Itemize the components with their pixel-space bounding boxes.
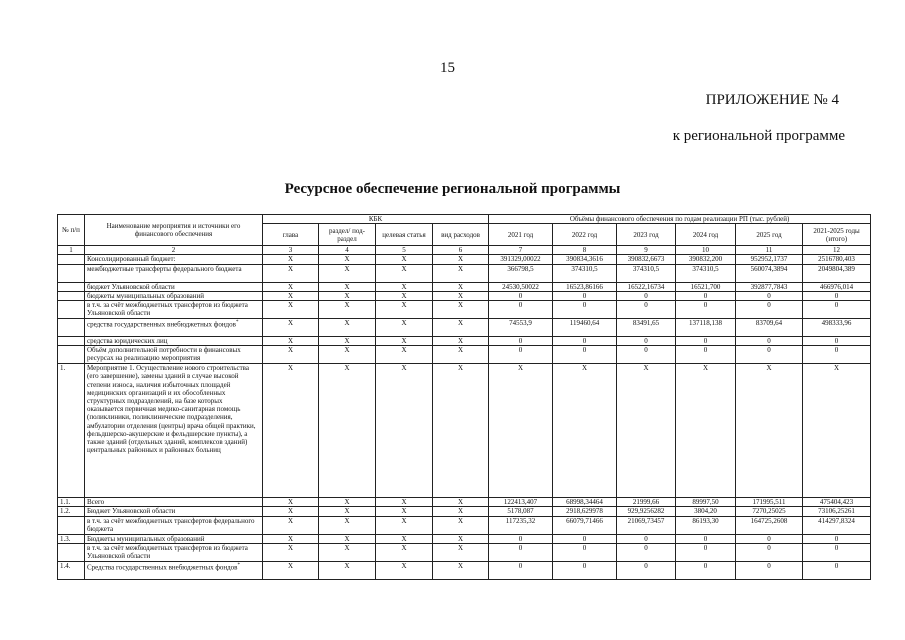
value-cell: 0 xyxy=(489,337,553,346)
column-number: 8 xyxy=(553,246,617,255)
kbk-cell: X xyxy=(376,282,433,291)
column-number: 3 xyxy=(263,246,319,255)
kbk-cell: X xyxy=(433,561,489,579)
row-number: 1.3. xyxy=(58,534,85,543)
column-number: 2 xyxy=(85,246,263,255)
value-cell: 0 xyxy=(617,291,676,300)
table-row xyxy=(58,498,871,507)
row-name-cell xyxy=(85,507,263,516)
table-row xyxy=(58,561,871,579)
value-cell: 2049804,389 xyxy=(803,264,871,282)
row-number xyxy=(58,346,85,364)
row-name-cell xyxy=(85,561,263,579)
value-cell: 0 xyxy=(553,301,617,319)
program-reference: к региональной программе xyxy=(672,128,845,144)
kbk-cell: X xyxy=(319,291,376,300)
kbk-cell: X xyxy=(319,346,376,364)
kbk-cell: X xyxy=(433,364,489,498)
row-number xyxy=(58,264,85,282)
value-cell: 374310,5 xyxy=(617,264,676,282)
kbk-cell: X xyxy=(376,291,433,300)
kbk-cell: X xyxy=(319,364,376,498)
row-number xyxy=(58,301,85,319)
value-cell: 0 xyxy=(553,291,617,300)
header-sub: 2023 год xyxy=(617,224,676,246)
row-name: в т.ч. за счёт межбюджетных трансфертов из бюджета Ульяновской области xyxy=(87,543,248,561)
page-number: 15 xyxy=(440,60,455,76)
value-cell: 5178,087 xyxy=(489,507,553,516)
header-sub: 2024 год xyxy=(676,224,736,246)
kbk-cell: X xyxy=(376,543,433,561)
row-name: бюджет Ульяновской области xyxy=(87,282,175,291)
row-number xyxy=(58,319,85,337)
column-number: 1 xyxy=(58,246,85,255)
header-sub: глава xyxy=(263,224,319,246)
value-cell: 122413,407 xyxy=(489,498,553,507)
kbk-cell: X xyxy=(263,282,319,291)
kbk-cell: X xyxy=(376,507,433,516)
value-cell: 0 xyxy=(489,534,553,543)
kbk-cell: X xyxy=(263,516,319,534)
value-cell: 21999,66 xyxy=(617,498,676,507)
value-cell: 24530,50022 xyxy=(489,282,553,291)
table-row xyxy=(58,291,871,300)
kbk-cell: X xyxy=(433,498,489,507)
value-cell: 0 xyxy=(803,543,871,561)
value-cell: 0 xyxy=(553,543,617,561)
value-cell: 475404,423 xyxy=(803,498,871,507)
header-sub: раздел/ под-раздел xyxy=(319,224,376,246)
kbk-cell: X xyxy=(263,291,319,300)
value-cell: X xyxy=(736,364,803,498)
kbk-cell: X xyxy=(319,282,376,291)
row-name-cell xyxy=(85,319,263,337)
value-cell: 89997,50 xyxy=(676,498,736,507)
value-cell: 0 xyxy=(617,337,676,346)
kbk-cell: X xyxy=(376,264,433,282)
column-number: 7 xyxy=(489,246,553,255)
kbk-cell: X xyxy=(263,543,319,561)
value-cell: 929,9256282 xyxy=(617,507,676,516)
row-name-cell xyxy=(85,337,263,346)
value-cell: 952952,1737 xyxy=(736,255,803,264)
value-cell: 0 xyxy=(803,301,871,319)
value-cell: 0 xyxy=(736,346,803,364)
kbk-cell: X xyxy=(433,255,489,264)
value-cell: 0 xyxy=(736,534,803,543)
row-name: средства государственных внебюджетных фондов xyxy=(87,320,236,329)
value-cell: 0 xyxy=(617,561,676,579)
row-name: Консолидированный бюджет: xyxy=(87,255,176,264)
value-cell: 0 xyxy=(803,534,871,543)
value-cell: 83709,64 xyxy=(736,319,803,337)
row-number: 1.2. xyxy=(58,507,85,516)
appendix-heading: ПРИЛОЖЕНИЕ № 4 xyxy=(705,92,839,108)
kbk-cell: X xyxy=(263,337,319,346)
row-name-cell xyxy=(85,543,263,561)
value-cell: 21069,73457 xyxy=(617,516,676,534)
table-row xyxy=(58,534,871,543)
kbk-cell: X xyxy=(319,264,376,282)
value-cell: X xyxy=(676,364,736,498)
value-cell: 0 xyxy=(736,301,803,319)
kbk-cell: X xyxy=(263,498,319,507)
value-cell: 16522,16734 xyxy=(617,282,676,291)
value-cell: 73106,25261 xyxy=(803,507,871,516)
footnote-mark: * xyxy=(237,562,240,568)
header-sub: целевая статья xyxy=(376,224,433,246)
header-sub: 2022 год xyxy=(553,224,617,246)
table-row xyxy=(58,337,871,346)
value-cell: 0 xyxy=(676,561,736,579)
document-title: Ресурсное обеспечение региональной программы xyxy=(284,181,621,197)
header-num: № п/п xyxy=(58,215,85,246)
header-sub: вид расходов xyxy=(433,224,489,246)
row-name-cell xyxy=(85,498,263,507)
kbk-cell: X xyxy=(433,301,489,319)
value-cell: 0 xyxy=(553,337,617,346)
row-number: 1. xyxy=(58,364,85,498)
table-row xyxy=(58,507,871,516)
kbk-cell: X xyxy=(376,534,433,543)
kbk-cell: X xyxy=(263,507,319,516)
kbk-cell: X xyxy=(433,319,489,337)
kbk-cell: X xyxy=(433,337,489,346)
kbk-cell: X xyxy=(376,255,433,264)
table-row xyxy=(58,364,871,498)
value-cell: 0 xyxy=(676,543,736,561)
kbk-cell: X xyxy=(263,534,319,543)
table-row xyxy=(58,301,871,319)
kbk-cell: X xyxy=(263,301,319,319)
value-cell: 0 xyxy=(617,346,676,364)
value-cell: X xyxy=(617,364,676,498)
value-cell: X xyxy=(489,364,553,498)
kbk-cell: X xyxy=(433,291,489,300)
value-cell: 74553,9 xyxy=(489,319,553,337)
kbk-cell: X xyxy=(376,498,433,507)
kbk-cell: X xyxy=(263,346,319,364)
value-cell: 0 xyxy=(676,291,736,300)
kbk-cell: X xyxy=(433,543,489,561)
value-cell: 0 xyxy=(803,346,871,364)
row-number: 1.1. xyxy=(58,498,85,507)
value-cell: 0 xyxy=(489,301,553,319)
table-row xyxy=(58,255,871,264)
row-number xyxy=(58,291,85,300)
value-cell: 0 xyxy=(489,543,553,561)
column-number: 5 xyxy=(376,246,433,255)
column-number: 9 xyxy=(617,246,676,255)
header-sub: 2021-2025 годы (итого) xyxy=(803,224,871,246)
kbk-cell: X xyxy=(376,516,433,534)
table-row xyxy=(58,543,871,561)
row-name: бюджеты муниципальных образований xyxy=(87,291,205,300)
value-cell: 0 xyxy=(489,561,553,579)
row-name: средства юридических лиц xyxy=(87,337,168,346)
value-cell: 68998,34464 xyxy=(553,498,617,507)
kbk-cell: X xyxy=(263,319,319,337)
table-row xyxy=(58,319,871,337)
row-name-cell xyxy=(85,282,263,291)
header-sub: 2021 год xyxy=(489,224,553,246)
value-cell: 414297,8324 xyxy=(803,516,871,534)
kbk-cell: X xyxy=(319,319,376,337)
value-cell: X xyxy=(803,364,871,498)
kbk-cell: X xyxy=(433,507,489,516)
kbk-cell: X xyxy=(263,364,319,498)
kbk-cell: X xyxy=(319,301,376,319)
value-cell: 0 xyxy=(736,561,803,579)
value-cell: 16523,86166 xyxy=(553,282,617,291)
row-name: межбюджетные трансферты федерального бюджета xyxy=(87,264,242,273)
value-cell: 390832,200 xyxy=(676,255,736,264)
kbk-cell: X xyxy=(319,498,376,507)
value-cell: 466976,014 xyxy=(803,282,871,291)
kbk-cell: X xyxy=(319,255,376,264)
value-cell: 366798,5 xyxy=(489,264,553,282)
value-cell: 0 xyxy=(617,534,676,543)
value-cell: 498333,96 xyxy=(803,319,871,337)
kbk-cell: X xyxy=(433,534,489,543)
value-cell: 137118,138 xyxy=(676,319,736,337)
row-name: в т.ч. за счёт межбюджетных трансфертов из бюджета Ульяновской области xyxy=(87,301,248,318)
value-cell: 119460,64 xyxy=(553,319,617,337)
row-name: Объём дополнительной потребности в финансовых ресурсах на реализацию мероприятия xyxy=(87,346,241,363)
value-cell: 0 xyxy=(736,291,803,300)
row-name-cell xyxy=(85,346,263,364)
kbk-cell: X xyxy=(433,516,489,534)
value-cell: 0 xyxy=(489,346,553,364)
value-cell: 0 xyxy=(803,337,871,346)
value-cell: 0 xyxy=(617,301,676,319)
value-cell: 374310,5 xyxy=(553,264,617,282)
kbk-cell: X xyxy=(263,264,319,282)
column-number: 12 xyxy=(803,246,871,255)
value-cell: 0 xyxy=(676,337,736,346)
value-cell: 7270,25025 xyxy=(736,507,803,516)
value-cell: 0 xyxy=(676,534,736,543)
value-cell: 83491,65 xyxy=(617,319,676,337)
value-cell: 390834,3616 xyxy=(553,255,617,264)
value-cell: 560074,3894 xyxy=(736,264,803,282)
table-row xyxy=(58,516,871,534)
kbk-cell: X xyxy=(319,561,376,579)
value-cell: 66079,71466 xyxy=(553,516,617,534)
row-name-cell xyxy=(85,516,263,534)
table-row xyxy=(58,264,871,282)
row-name-cell xyxy=(85,301,263,319)
row-name: Бюджеты муниципальных образований xyxy=(87,534,205,543)
value-cell: 2918,629978 xyxy=(553,507,617,516)
row-number xyxy=(58,337,85,346)
row-name-cell xyxy=(85,264,263,282)
value-cell: 0 xyxy=(553,561,617,579)
value-cell: 0 xyxy=(736,337,803,346)
kbk-cell: X xyxy=(433,264,489,282)
value-cell: 0 xyxy=(803,561,871,579)
row-name: Средства государственных внебюджетных фондов xyxy=(87,563,238,572)
value-cell: 0 xyxy=(489,291,553,300)
value-cell: 390832,6673 xyxy=(617,255,676,264)
row-name: в т.ч. за счёт межбюджетных трансфертов федерального бюджета xyxy=(87,516,255,533)
kbk-cell: X xyxy=(376,319,433,337)
row-number xyxy=(58,255,85,264)
row-number xyxy=(58,543,85,561)
header-volumes: Объёмы финансового обеспечения по годам реализации РП (тыс. рублей) xyxy=(489,215,871,224)
kbk-cell: X xyxy=(376,364,433,498)
kbk-cell: X xyxy=(376,337,433,346)
value-cell: 3804,20 xyxy=(676,507,736,516)
kbk-cell: X xyxy=(263,561,319,579)
column-number: 10 xyxy=(676,246,736,255)
value-cell: 0 xyxy=(803,291,871,300)
header-sub: 2025 год xyxy=(736,224,803,246)
kbk-cell: X xyxy=(319,534,376,543)
row-number: 1.4. xyxy=(58,561,85,579)
value-cell: X xyxy=(553,364,617,498)
value-cell: 0 xyxy=(617,543,676,561)
value-cell: 0 xyxy=(736,543,803,561)
kbk-cell: X xyxy=(376,561,433,579)
column-number: 11 xyxy=(736,246,803,255)
row-name-cell xyxy=(85,364,263,498)
value-cell: 117235,32 xyxy=(489,516,553,534)
value-cell: 374310,5 xyxy=(676,264,736,282)
value-cell: 86193,30 xyxy=(676,516,736,534)
row-name: Бюджет Ульяновской области xyxy=(87,507,176,516)
column-number: 4 xyxy=(319,246,376,255)
value-cell: 16521,700 xyxy=(676,282,736,291)
kbk-cell: X xyxy=(319,516,376,534)
value-cell: 392877,7843 xyxy=(736,282,803,291)
kbk-cell: X xyxy=(263,255,319,264)
value-cell: 2516780,403 xyxy=(803,255,871,264)
kbk-cell: X xyxy=(376,346,433,364)
footnote-mark: * xyxy=(235,320,239,326)
value-cell: 391329,00022 xyxy=(489,255,553,264)
table-row xyxy=(58,282,871,291)
row-number xyxy=(58,516,85,534)
row-name: Всего xyxy=(87,498,105,507)
row-name-cell xyxy=(85,255,263,264)
row-number xyxy=(58,282,85,291)
resource-table xyxy=(57,214,871,580)
value-cell: 0 xyxy=(676,346,736,364)
kbk-cell: X xyxy=(319,337,376,346)
header-name: Наименование мероприятия и источники его финансового обеспечения xyxy=(85,215,263,246)
kbk-cell: X xyxy=(433,282,489,291)
kbk-cell: X xyxy=(376,301,433,319)
value-cell: 171995,511 xyxy=(736,498,803,507)
row-name-cell xyxy=(85,291,263,300)
kbk-cell: X xyxy=(319,543,376,561)
row-name-cell xyxy=(85,534,263,543)
row-name: Мероприятие 1. Осуществление нового строительства (его завершение), замены зданий в случае высокой степени износа, наличия избыточных площадей медицинских организаций и их обособленных структурных подразделений, на базе которых оказывается первичная медико-санитарная помощь (поликлиники, поликлинические подразделения, амбулатории отделения (центры) врача общей практики, фельдшерско-акушерские и фельдшерские пункты), а также зданий (отдельных зданий, комплексов зданий) центральных районных и районных больниц xyxy=(87,364,256,455)
value-cell: 164725,2608 xyxy=(736,516,803,534)
column-number: 6 xyxy=(433,246,489,255)
table-row xyxy=(58,346,871,364)
value-cell: 0 xyxy=(553,346,617,364)
value-cell: 0 xyxy=(553,534,617,543)
kbk-cell: X xyxy=(319,507,376,516)
value-cell: 0 xyxy=(676,301,736,319)
kbk-cell: X xyxy=(433,346,489,364)
header-kbk: КБК xyxy=(263,215,489,224)
